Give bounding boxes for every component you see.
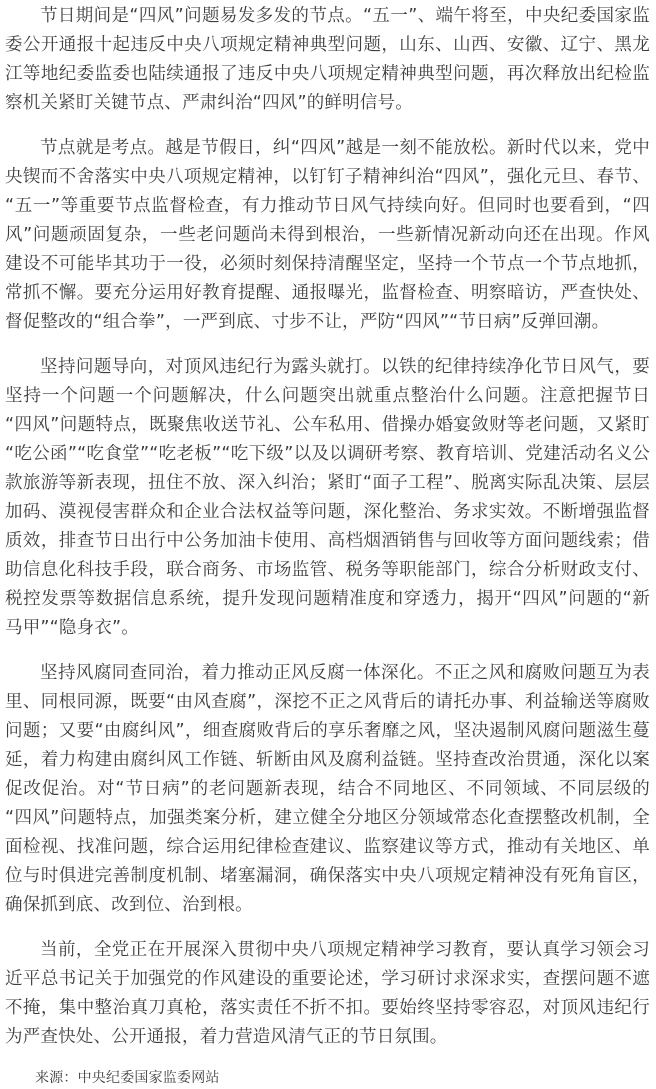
article-paragraph-4: 坚持风腐同查同治，着力推动正风反腐一体深化。不正之风和腐败问题互为表里、同根同源，既要“由风查腐”，深挖不正之风背后的请托办事、利益输送等腐败问题；又要“由腐纠风”，细查腐败背后的享乐奢靡之风，坚决遏制风腐问题滋生蔓延，着力构建由腐纠风工作链、斩断由风及腐利益链。坚持查改治贯通，深化以案促改促治。对“节日病”的老问题新表现，结合不同地区、不同领域、不同层级的“四风”问题特点，加强类案分析，建立健全分地区分领域常态化查摆整改机制，全面检视、找准问题，综合运用纪律检查建议、监察建议等方式，推动有关地区、单位与时俱进完善制度机制、堵塞漏洞，确保落实中央八项规定精神没有死角盲区，确保抓到底、改到位、治到根。 bbox=[5, 663, 650, 915]
article-paragraph-5: 当前，全党正在开展深入贯彻中央八项规定精神学习教育，要认真学习领会习近平总书记关于加强党的作风建设的重要论述，学习研讨求深求实，查摆问题不遮不掩，集中整治真刀真枪，落实责任不折不扣。要始终坚持零容忍，对顶风违纪行为严查快处、公开通报，着力营造风清气正的节日氛围。 bbox=[5, 940, 650, 1047]
article-paragraph-2: 节点就是考点。越是节假日，纠“四风”越是一刻不能放松。新时代以来，党中央锲而不舍落实中央八项规定精神，以钉钉子精神纠治“四风”，强化元旦、春节、“五一”等重要节点监督检查，有力推动节日风气持续向好。但同时也要看到，“四风”问题顽固复杂，一些老问题尚未得到根治，一些新情况新动向还在出现。作风建设不可能毕其功于一役，必须时刻保持清醒坚定，坚持一个节点一个节点地抓，常抓不懈。要充分运用好教育提醒、通报曝光，监督检查、明察暗访，严查快处、督促整改的“组合拳”，一严到底、寸步不让，严防“四风”“节日病”反弹回潮。 bbox=[5, 138, 650, 332]
article-paragraph-3: 坚持问题导向，对顶风违纪行为露头就打。以铁的纪律持续净化节日风气，要坚持一个问题一个问题解决，什么问题突出就重点整治什么问题。注意把握节日“四风”问题特点，既聚焦收送节礼、公车私用、借操办婚宴敛财等老问题，又紧盯“吃公函”“吃食堂”“吃老板”“吃下级”以及以调研考察、教育培训、党建活动名义公款旅游等新表现，扭住不放、深入纠治；紧盯“面子工程”、脱离实际乱决策、层层加码、漠视侵害群众和企业合法权益等问题，深化整治、务求实效。不断增强监督质效，排查节日出行中公务加油卡使用、高档烟酒销售与回收等方面问题线索；借助信息化科技手段，联合商务、市场监管、税务等职能部门，综合分析财政支付、税控发票等数据信息系统，提升发现问题精准度和穿透力，揭开“四风”问题的“新马甲”“隐身衣”。 bbox=[5, 357, 650, 638]
article-paragraph-1: 节日期间是“四风”问题易发多发的节点。“五一”、端午将至，中央纪委国家监委公开通报十起违反中央八项规定精神典型问题，山东、山西、安徽、辽宁、黑龙江等地纪委监委也陆续通报了违反中央八项规定精神典型问题，再次释放出纪检监察机关紧盯关键节点、严肃纠治“四风”的鲜明信号。 bbox=[5, 6, 650, 113]
source-attribution: 来源：中央纪委国家监委网站 bbox=[35, 1070, 220, 1086]
